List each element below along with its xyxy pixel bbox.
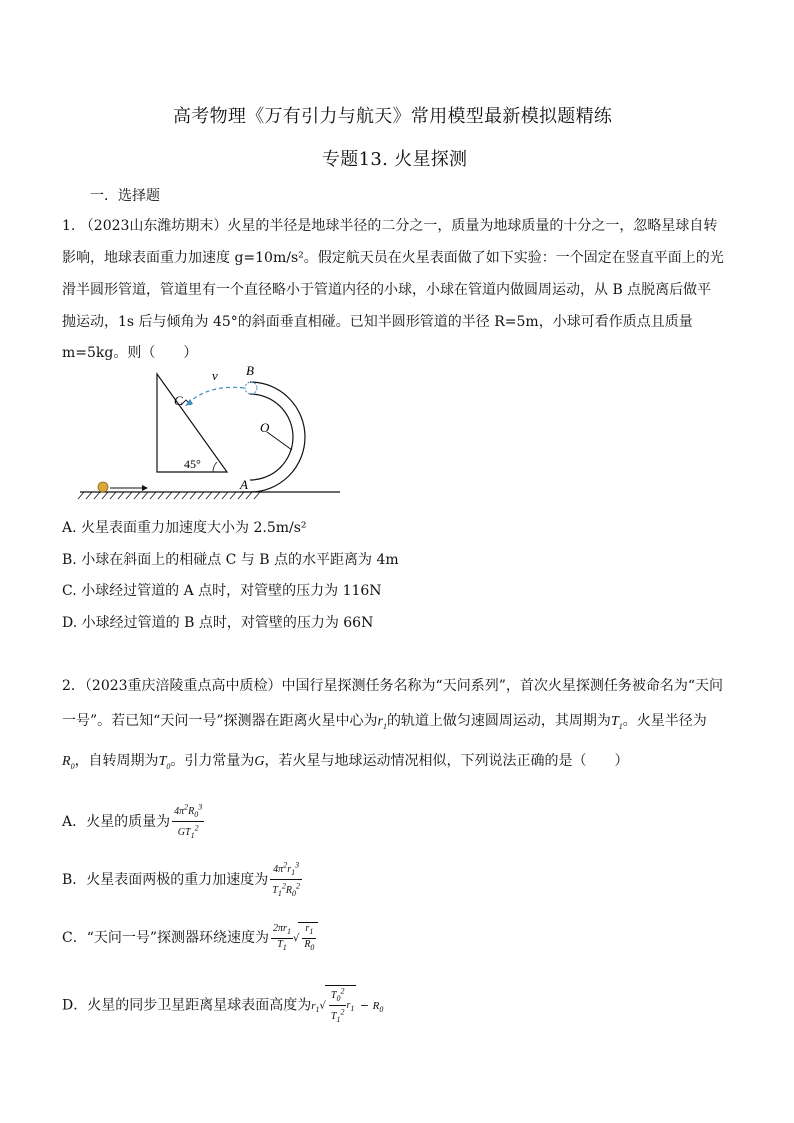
var-t1: $T_1$ (610, 714, 623, 731)
q1-option-d: D. 小球经过管道的 B 点时，对管壁的压力为 66N (62, 615, 374, 631)
var-g: G (254, 754, 265, 769)
q2-option-b-text: B．火星表面两极的重力加速度为 (62, 871, 269, 888)
q2-line-3 (62, 750, 628, 771)
label-o: O (260, 420, 270, 435)
ball-at-b (245, 382, 257, 394)
q2-line-2b: 的轨道上做匀速圆周运动，其周期为 (386, 713, 611, 729)
pipe-outer (250, 382, 305, 492)
q1-line-5: m=5kg。则（ ） (62, 345, 198, 361)
q2-option-a-text: A．火星的质量为 (62, 813, 171, 830)
q2-line-2c: 。火星半径为 (622, 713, 707, 729)
ball (98, 482, 108, 492)
q1-option-a: A. 火星表面重力加速度大小为 2.5m/s² (62, 520, 307, 536)
label-a: A (240, 477, 248, 492)
var-t0: $T_0$ (158, 754, 171, 771)
q1-option-b: B. 小球在斜面上的相碰点 C 与 B 点的水平距离为 4m (62, 552, 399, 568)
q1-option-c: C. 小球经过管道的 A 点时，对管壁的压力为 116N (62, 583, 382, 599)
q2-line-1: 2．（2023重庆涪陵重点高中质检）中国行星探测任务名称为“天问系列”，首次火星探测任务被命名为“天问 (62, 678, 724, 694)
label-angle: 45° (184, 457, 201, 471)
label-b: B (246, 363, 254, 378)
q1-figure (70, 362, 350, 507)
q2-option-c (62, 922, 318, 954)
velocity-arrowhead (142, 485, 148, 491)
label-c: C (174, 393, 183, 408)
q2-line-2 (62, 710, 707, 731)
q2-option-b (62, 860, 302, 900)
formula-b: $\frac{4\pi^2r_1^3}{T_1^2R_0^2}$ (272, 861, 300, 898)
q1-line-3: 滑半圆形管道，管道里有一个直径略小于管道内径的小球，小球在管道内做圆周运动，从 B 点脱离后做平 (62, 282, 712, 298)
ground-hatching (78, 492, 260, 499)
formula-c-sqrt: √ $\frac{r_1}{R_0}$ (293, 922, 318, 954)
q2-line-2a: 一号”。若已知“天问一号”探测器在距离火星中心为 (62, 713, 378, 729)
q1-line-4: 抛运动，1s 后与倾角为 45°的斜面垂直相碰。已知半圆形管道的半径 R=5m，小球可看作质点且质量 (62, 314, 693, 330)
var-r1: $r_1$ (377, 714, 387, 731)
q1-line-2: 影响，地球表面重力加速度 g=10m/s²。假定航天员在火星表面做了如下实验：一个固定在竖直平面上的光 (62, 250, 724, 266)
q2-line-3a: ，自转周期为 (74, 753, 159, 769)
var-r0: $R_0$ (62, 754, 75, 771)
formula-d-sqrt: √ $\frac{T_0^2}{T_1^2}$ $r_1$ (319, 987, 355, 1024)
radius-line (267, 432, 292, 450)
trajectory (188, 387, 244, 403)
angle-arc (213, 462, 217, 472)
label-v: v (212, 368, 218, 383)
formula-a: $\frac{4\pi^2R_0^3}{GT_1^2}$ (174, 803, 203, 840)
pipe-inner (250, 394, 293, 480)
q2-option-c-text: C．“天问一号”探测器环绕速度为 (62, 930, 270, 946)
page-title: 高考物理《万有引力与航天》常用模型最新模拟题精练 (173, 106, 613, 127)
section-label: 一．选择题 (90, 188, 160, 204)
q2-line-3b: 。引力常量为 (170, 753, 255, 769)
q1-line-1: 1. （2023山东潍坊期末）火星的半径是地球半径的二分之一，质量为地球质量的十分之一，忽略星球自转 (62, 218, 718, 234)
page-subtitle: 专题13. 火星探测 (322, 149, 468, 170)
q2-option-a (62, 802, 204, 842)
q2-option-d: D．火星的同步卫星距离星球表面高度为$r_1√$ $\frac{T_0^2}{T_1^2}$ $r_1 - R_0$ (62, 987, 384, 1024)
q2-option-d-text: D．火星的同步卫星距离星球表面高度为 (62, 997, 312, 1014)
q2-line-3c: ，若火星与地球运动情况相似，下列说法正确的是（ ） (264, 753, 629, 769)
formula-c: $\frac{2\pi r_1}{T_1}$ (273, 922, 291, 952)
